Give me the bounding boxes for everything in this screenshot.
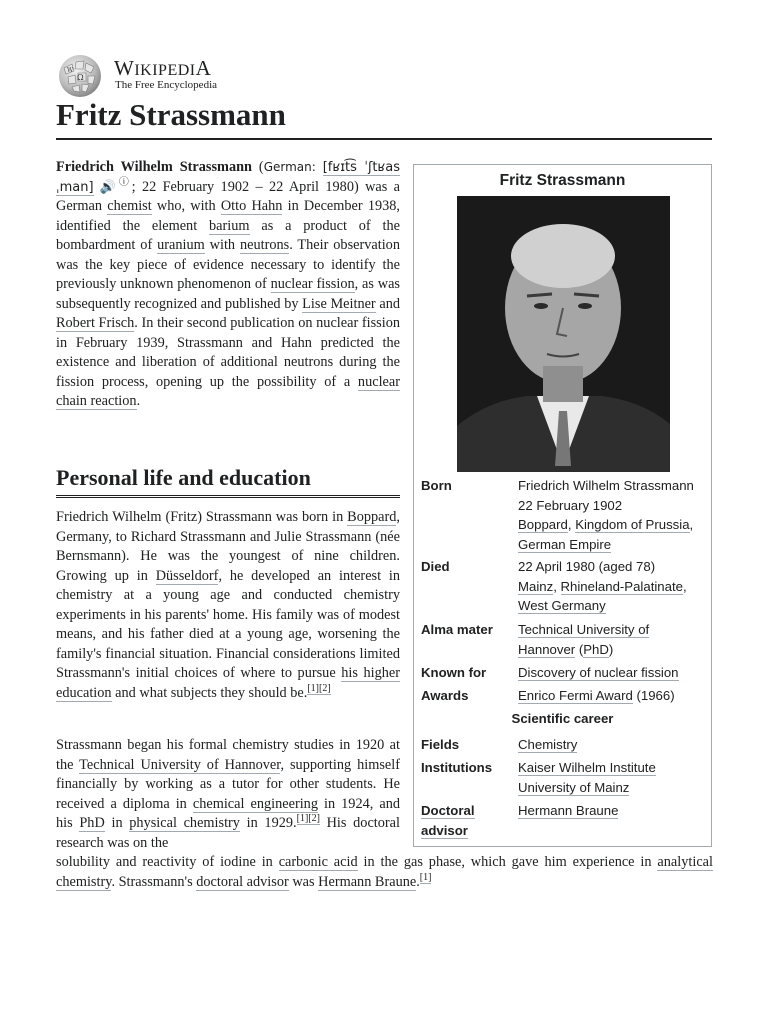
link-hermann-braune-infobox[interactable]: Hermann Braune	[518, 803, 619, 818]
alma-mater-value: Technical University of Hannover (PhD)	[518, 622, 650, 657]
link-hermann-braune[interactable]: Hermann Braune	[318, 873, 417, 890]
link-kingdom-of-prussia[interactable]: Kingdom of Prussia	[575, 517, 690, 532]
born-value: Friedrich Wilhelm Strassmann 22 February 1902 Boppard, Kingdom of Prussia, German Empire	[518, 478, 694, 552]
section-heading-personal-life: Personal life and education	[56, 463, 400, 498]
portrait-photo[interactable]	[457, 196, 670, 472]
reference-link[interactable]: [1][2]	[296, 813, 320, 825]
link-rhineland-palatinate[interactable]: Rhineland-Palatinate	[560, 578, 683, 594]
wikipedia-globe-logo-icon[interactable]	[56, 54, 104, 98]
link-chemistry[interactable]: Chemistry	[518, 737, 578, 752]
alma-mater-label: Alma mater	[421, 622, 493, 637]
ipa-pronunciation-link[interactable]: [fʁɪt͡s ˈʃtʁasˌman]	[56, 160, 401, 195]
svg-text:Ω: Ω	[77, 73, 84, 82]
link-chemist[interactable]: chemist	[107, 198, 152, 214]
link-nuclear-chain-reaction[interactable]: nuclear chain reaction	[56, 373, 400, 409]
personal-life-paragraph-2-continued: solubility and reactivity of iodine in carbonic acid in the gas phase, which gave him experience in analytical chemistry. Strassmann's doctoral advisor was Hermann Braune.[1]	[56, 854, 713, 890]
link-carbonic-acid[interactable]: carbonic acid	[278, 854, 358, 870]
portrait-photo-image	[457, 196, 670, 472]
doctoral-advisor-label: Doctoral advisor	[421, 803, 475, 838]
link-higher-education[interactable]: his higher education	[56, 665, 400, 701]
link-doctoral-advisor[interactable]: doctoral advisor	[196, 873, 289, 890]
link-west-germany[interactable]: West Germany	[518, 598, 606, 613]
link-phd-infobox[interactable]: PhD	[583, 641, 609, 657]
subject-name: Friedrich Wilhelm Strassmann	[56, 159, 252, 175]
fields-value	[518, 735, 706, 755]
intro-paragraph: Friedrich Wilhelm Strassmann (German: [fʁɪt͡s ˈʃtʁasˌman] 🔊ⓘ; 22 February 1902 – 22 April 1980) was a German chemist who, with Otto Hahn in December 1938, identified the element barium as a product of the bombardment of uranium with neutrons. Their observation was the key piece of evidence necessary to identify the previously unknown phenomenon of nuclear fission, as was subsequently recognized and published by Lise Meitner and Robert Frisch. In their second publication on nuclear fission in February 1939, Strassmann and Hahn predicted the existence and liberation of additional neutrons during the fission process, opening up the possibility of a nuclear chain reaction.	[56, 159, 401, 409]
link-physical-chemistry[interactable]: physical chemistry	[129, 815, 240, 831]
link-enrico-fermi-award[interactable]: Enrico Fermi Award	[518, 688, 633, 703]
reference-link[interactable]: [1]	[419, 871, 432, 883]
link-robert-frisch[interactable]: Robert Frisch	[56, 315, 135, 331]
awards-value: Enrico Fermi Award (1966)	[518, 688, 675, 703]
died-value: 22 April 1980 (aged 78) Mainz, Rhineland-Palatinate, West Germany	[518, 559, 687, 613]
known-for-label: Known for	[421, 665, 487, 680]
link-analytical-chemistry[interactable]: analytical chemistry	[56, 854, 713, 890]
personal-life-paragraph-1: Friedrich Wilhelm (Fritz) Strassmann was born in Boppard, Germany, to Richard Strassmann and Julie Strassmann (née Bernsmann). He was the youngest of nine children. Growing up in Düsseldorf, he developed an interest in chemistry at a young age and conducted chemistry experiments in his parents' home. His family was of modest means, and his father died at a young age, worsening the family's financial situation. Financial considerations limited Strassmann's initial choices of where to pursue his higher education and what subjects they should be.[1][2]	[56, 509, 401, 701]
infobox	[413, 164, 712, 847]
svg-text:W: W	[67, 67, 74, 74]
german-language-label[interactable]: German:	[263, 160, 316, 174]
link-barium[interactable]: barium	[209, 217, 250, 234]
reference-link[interactable]: [1][2]	[307, 682, 331, 694]
institutions-value	[518, 758, 706, 797]
link-chemical-engineering[interactable]: chemical engineering	[192, 795, 318, 812]
infobox-title: Fritz Strassmann	[499, 172, 626, 189]
link-neutrons[interactable]: neutrons	[239, 237, 290, 253]
wikipedia-tagline: The Free Encyclopedia	[115, 79, 218, 91]
wikipedia-wordmark: WIKIPEDIA	[114, 56, 212, 80]
page-title: Fritz Strassmann	[56, 96, 712, 140]
link-dusseldorf[interactable]: Düsseldorf	[155, 567, 219, 584]
link-boppard-infobox[interactable]: Boppard	[518, 517, 568, 532]
link-boppard[interactable]: Boppard	[347, 509, 397, 525]
known-for-value	[518, 663, 706, 683]
awards-label: Awards	[421, 688, 469, 703]
link-university-of-mainz[interactable]: University of Mainz	[518, 779, 630, 795]
personal-life-paragraph-2: Strassmann began his formal chemistry studies in 1920 at the Technical University of Hannover, supporting himself financially by working as a tutor for other students. He received a diploma in chemical engineering in 1924, and his PhD in physical chemistry in 1929.[1][2] His doctoral research was on the	[56, 737, 401, 851]
fields-label: Fields	[421, 737, 460, 752]
link-mainz[interactable]: Mainz	[518, 578, 554, 594]
link-technical-university-hannover-infobox[interactable]: Technical University of Hannover	[518, 622, 650, 657]
info-icon[interactable]: ⓘ	[118, 176, 132, 188]
died-label: Died	[421, 559, 450, 574]
link-discovery-nuclear-fission[interactable]: Discovery of nuclear fission	[518, 665, 679, 680]
doctoral-advisor-value	[518, 801, 706, 821]
link-otto-hahn[interactable]: Otto Hahn	[220, 198, 283, 214]
link-kaiser-wilhelm-institute[interactable]: Kaiser Wilhelm Institute	[518, 760, 656, 775]
link-lise-meitner[interactable]: Lise Meitner	[302, 295, 376, 312]
speaker-icon[interactable]: 🔊	[99, 179, 119, 195]
scientific-career-heading: Scientific career	[511, 711, 614, 726]
link-german-empire[interactable]: German Empire	[518, 536, 612, 552]
link-uranium[interactable]: uranium	[157, 237, 205, 253]
wikipedia-header[interactable]	[56, 54, 256, 98]
link-nuclear-fission[interactable]: nuclear fission	[270, 276, 355, 292]
link-technical-university-hannover[interactable]: Technical University of Hannover	[79, 756, 281, 773]
born-label: Born	[421, 478, 452, 493]
link-phd[interactable]: PhD	[79, 815, 105, 831]
institutions-label: Institutions	[421, 760, 493, 775]
